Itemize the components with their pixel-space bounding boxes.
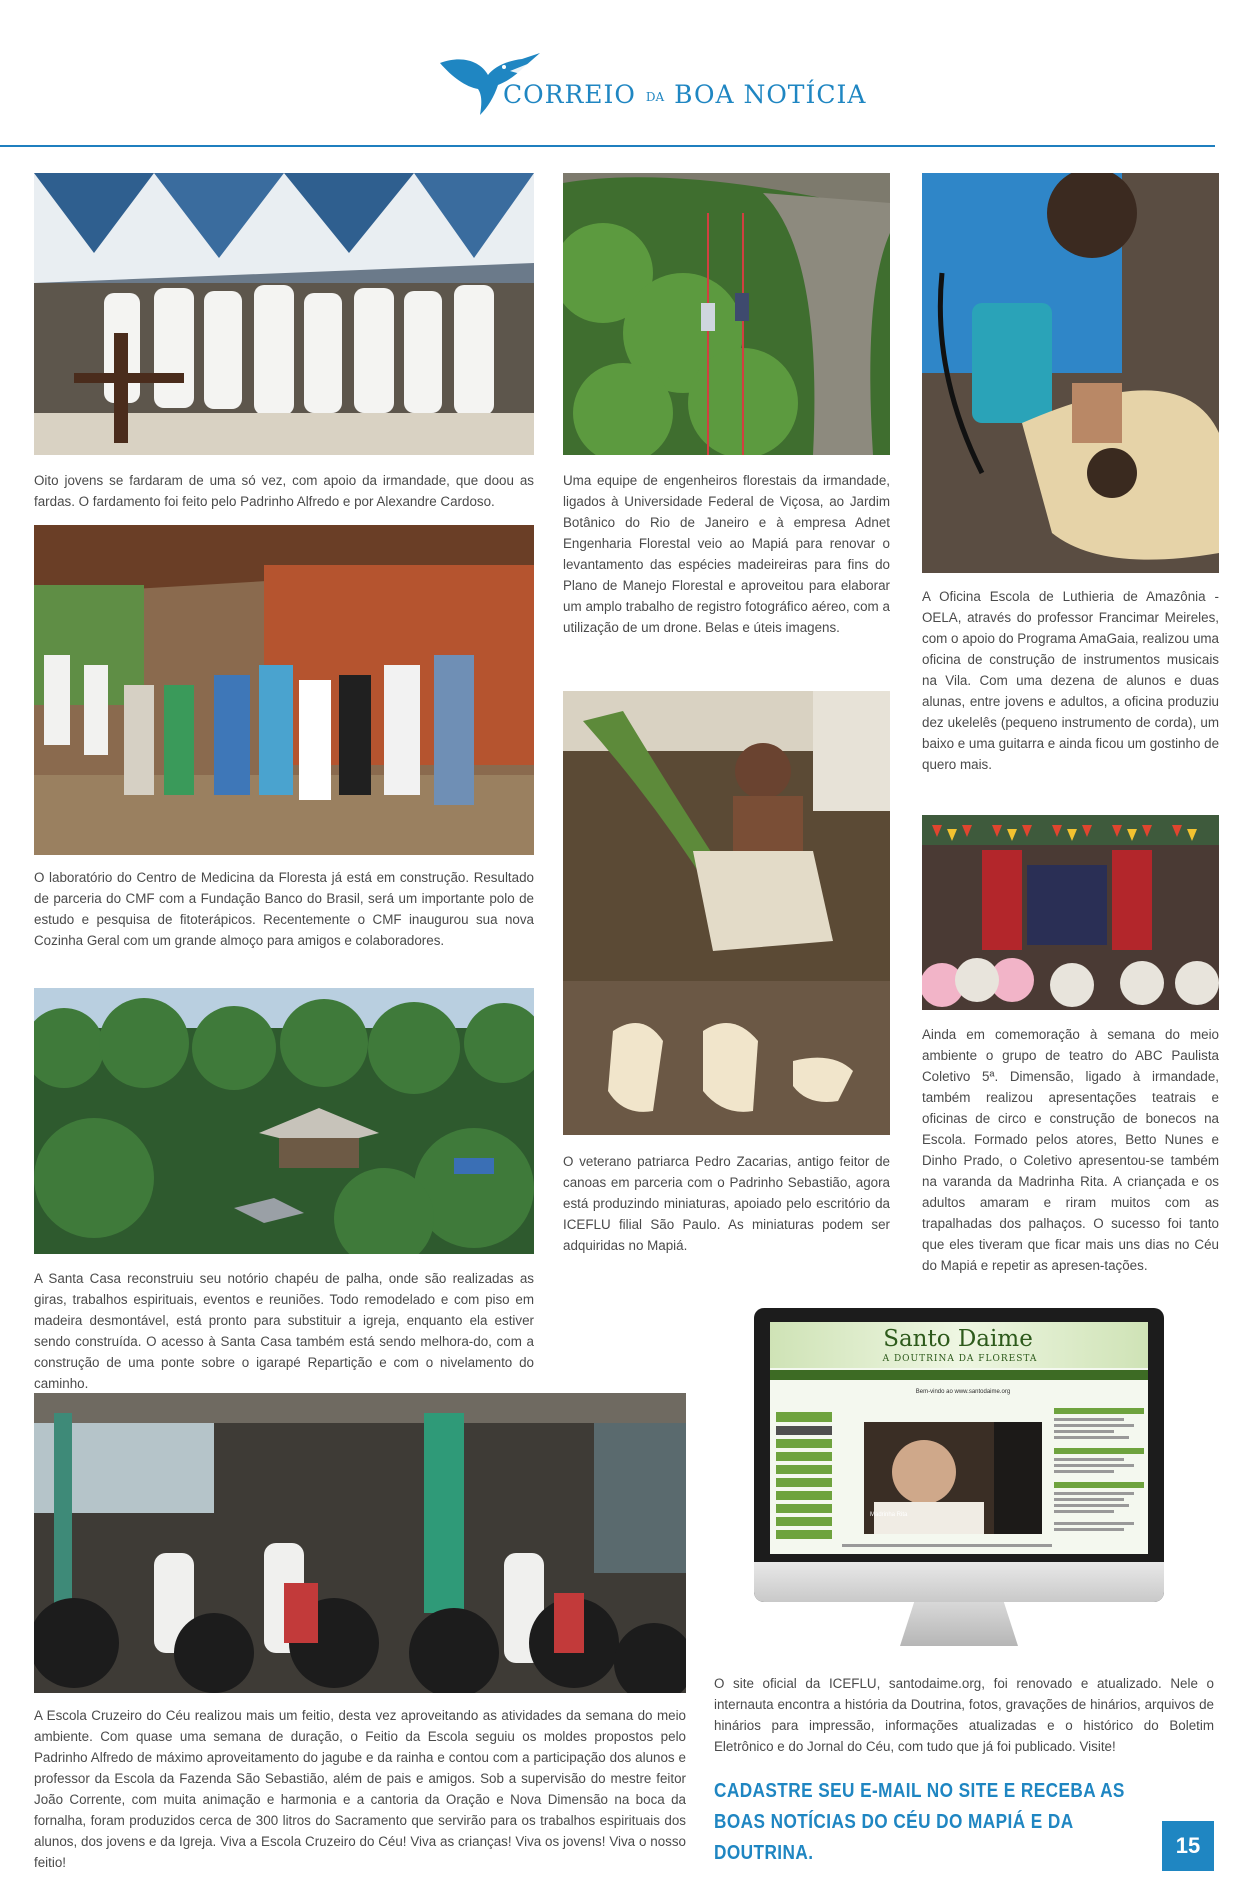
website-nav-bar [770, 1370, 1148, 1380]
masthead [0, 0, 1241, 150]
website-subtitle: A DOUTRINA DA FLORESTA [882, 1354, 1038, 1364]
caption-escola: A Escola Cruzeiro do Céu realizou mais um feitio, desta vez aproveitando as atividades da semana do meio ambiente. Com quase uma semana de duração, o Feitio da Escola seguiu os moldes propostos pelo Padrinho Alfredo de máximo aproveitamento do jagube e da rainha e contou com a participação dos alunos e professor da Escola da Fazenda São Sebastião, além de pais e amigos. Sob a supervisão do mestre feitor João Corrente, com muita animação e harmonia e a cantoria da Oração e Nova Dimensão na boca da fornalha, foram produzidos cerca de 300 litros do Sacramento que servirão para os trabalhos espirituais dos alunos, dos jovens e da Igreja. Viva a Escola Cruzeiro do Céu! Viva as crianças! Viva os jovens! Viva o nosso feitio! [34, 1708, 686, 1870]
caption-fardamento: Oito jovens se fardaram de uma só vez, com apoio da irmandade, que doou as fardas. O fardamento foi feito pelo Padrinho Alfredo e por Alexandre Cardoso. [34, 473, 534, 509]
photo-teatro [922, 815, 1219, 1010]
caption-luthieria: A Oficina Escola de Luthieria de Amazônia - OELA, através do professor Francimar Meireles, com o apoio do Programa AmaGaia, realizou uma oficina de construção de instrumentos musicais na Vila. Com uma dezena de alunos e duas alunas, entre jovens e adultos, a oficina produziu dez ukelelês (pequeno instrumento de corda), um baixo e uma guitarra e ainda ficou um gostinho de quero mais. [922, 589, 1220, 772]
photo-escola [34, 1393, 686, 1693]
caption-santa-casa: A Santa Casa reconstruiu seu notório chapéu de palha, onde são realizadas as giras, trabalhos espirituais, eventos e reuniões. Todo remodelado e com piso em madeira desmontável, está pronto para substituir a igreja, enquanto ela estiver sendo construída. O acesso à Santa Casa também está sendo melhora-do, com a construção de uma ponte sobre o igarapé Repartição e com o nivelamento do caminho. [34, 1271, 534, 1391]
website-photo-caption: Madrinha Rita [870, 1512, 908, 1518]
photo-laboratorio [34, 525, 534, 855]
photo-fardamento [34, 173, 534, 455]
monitor-chin [754, 1562, 1164, 1602]
caption-veterano: O veterano patriarca Pedro Zacarias, antigo feitor de canoas em parceria com o Padrinho Sebastião, agora está produzindo miniaturas, apoiado pelo escritório da ICEFLU filial São Paulo. As miniaturas podem ser adquiridas no Mapiá. [563, 1154, 890, 1253]
photo-luthieria [922, 173, 1219, 573]
caption-engenheiros: Uma equipe de engenheiros florestais da irmandade, ligados à Universidade Federal de Viçosa, ao Jardim Botânico do Rio de Janeiro e à empresa Adnet Engenharia Florestal veio ao Mapiá para renovar o levantamento das espécies madeireiras para fins do Plano de Manejo Florestal e aproveitou para elaborar um amplo trabalho de registro fotográfico aéreo, com a utilização de um drone. Belas e úteis imagens. [563, 473, 890, 635]
page-number: 15 [1162, 1821, 1214, 1871]
brand-word-correio: CORREIO [503, 80, 636, 109]
caption-site: O site oficial da ICEFLU, santodaime.org, foi renovado e atualizado. Nele o internauta encontra a história da Doutrina, fotos, gravações de hinários, arquivos de hinários para impressão, informações atualizadas e o histórico do Boletim Eletrônico e do Jornal do Céu, com tudo que já foi publicado. Visite! [714, 1676, 1214, 1754]
caption-laboratorio: O laboratório do Centro de Medicina da Floresta já está em construção. Resultado de parceria do CMF com a Fundação Banco do Brasil, será um importante polo de estudo e pesquisa de fitoterápicos. Recentemente o CMF inaugurou sua nova Cozinha Geral com um grande almoço para amigos e colaboradores. [34, 870, 534, 948]
brand-word-boa-noticia: BOA NOTÍCIA [674, 80, 867, 109]
brand-word-da: DA [645, 90, 665, 104]
caption-teatro: Ainda em comemoração à semana do meio ambiente o grupo de teatro do ABC Paulista Coletivo 5ª. Dimensão, ligado à irmandade, também realizou apresentações teatrais e oficinas de circo e construção de bonecos na Escola. Formado pelos atores, Betto Nunes e Dinho Prado, o Coletivo apresentou-se também na varanda da Madrinha Rita. A criançada e os adultos amaram e riram muitos com as trapalhadas dos palhaços. O sucesso foi tanto que eles tiveram que ficar mais uns dias no Céu do Mapiá e repetir as apresen-tações. [922, 1027, 1219, 1273]
website-sidebar [776, 1412, 832, 1547]
website-title: Santo Daime [883, 1326, 1033, 1352]
photo-santa-casa [34, 988, 534, 1254]
monitor-stand [900, 1602, 1018, 1646]
website-welcome: Bem-vindo ao www.santodaime.org [915, 1389, 1011, 1395]
photo-veterano [563, 691, 890, 1135]
photo-engenheiros [563, 173, 890, 455]
website-footer-strip [842, 1541, 1052, 1550]
newsletter-call-to-action: CADASTRE SEU E-MAIL NO SITE E RECEBA AS BOAS NOTÍCIAS DO CÉU DO MAPIÁ E DA DOUTRINA. [714, 1780, 1125, 1864]
header-divider [0, 145, 1215, 147]
website-right-column [1054, 1408, 1144, 1548]
brand-name [503, 80, 867, 114]
